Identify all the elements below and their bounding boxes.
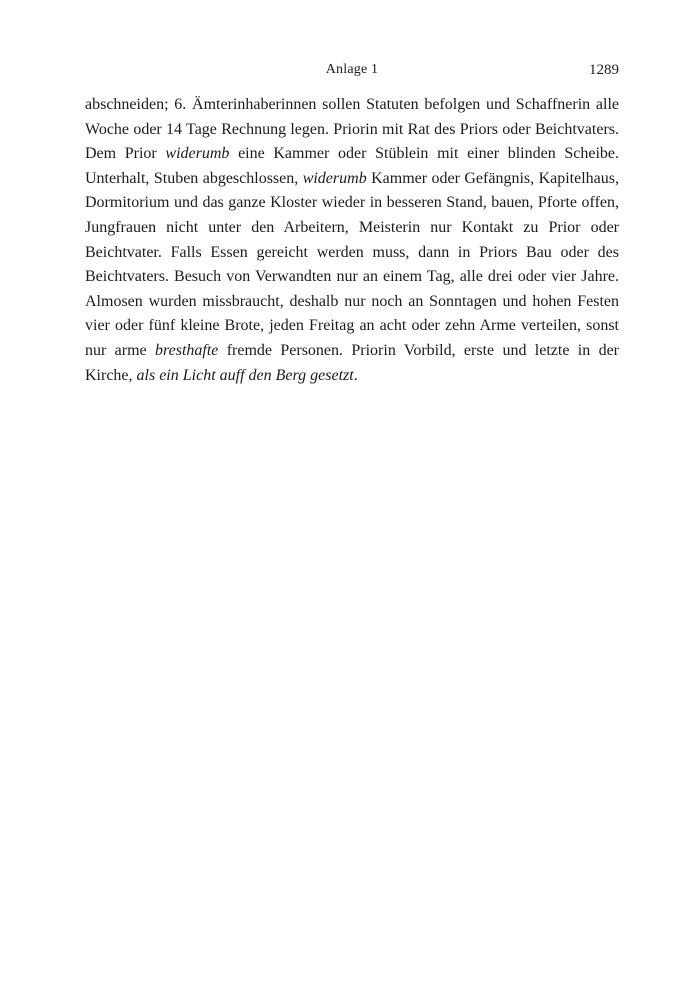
running-title: Anlage 1: [325, 62, 379, 77]
text-segment: abschneiden; 6. Ämterinhaberinnen sollen Statuten befolgen und Schaffnerin alle Woche oder 14 Tage Rechnung legen. Priorin mit Rat des Priors oder Beichtvaters. Dem Prior: [85, 96, 619, 163]
italic-term: widerumb: [302, 169, 367, 187]
page-number: 1289: [589, 62, 619, 78]
page-header: [85, 62, 619, 82]
body-paragraph: [85, 93, 619, 388]
text-segment: fremde Personen. Priorin Vorbild, erste und letzte in der Kirche,: [85, 341, 619, 384]
italic-quote: als ein Licht auff den Berg gesetzt: [136, 366, 354, 384]
text-segment: .: [353, 366, 358, 384]
italic-term: bresthafte: [154, 341, 219, 359]
text-segment: Kammer oder Gefängnis, Kapitelhaus, Dormitorium und das ganze Kloster wieder in besseren Stand, bauen, Pforte offen, Jungfrauen nicht unter den Arbeitern, Meisterin nur Kontakt zu Prior oder Beichtvater. Falls Essen gereicht werden muss, dann in Priors Bau oder des Beichtvaters. Besuch von Verwandten nur an einem Tag, alle drei oder vier Jahre. Almosen wurden missbraucht, deshalb nur noch an Sonntagen und hohen Festen vier oder fünf kleine Brote, jeden Freitag an acht oder zehn Arme verteilen, sonst nur arme: [85, 169, 619, 359]
text-segment: eine Kammer oder Stüblein mit einer blinden Scheibe. Unterhalt, Stuben abgeschlossen,: [85, 145, 620, 187]
italic-term: widerumb: [165, 145, 230, 163]
